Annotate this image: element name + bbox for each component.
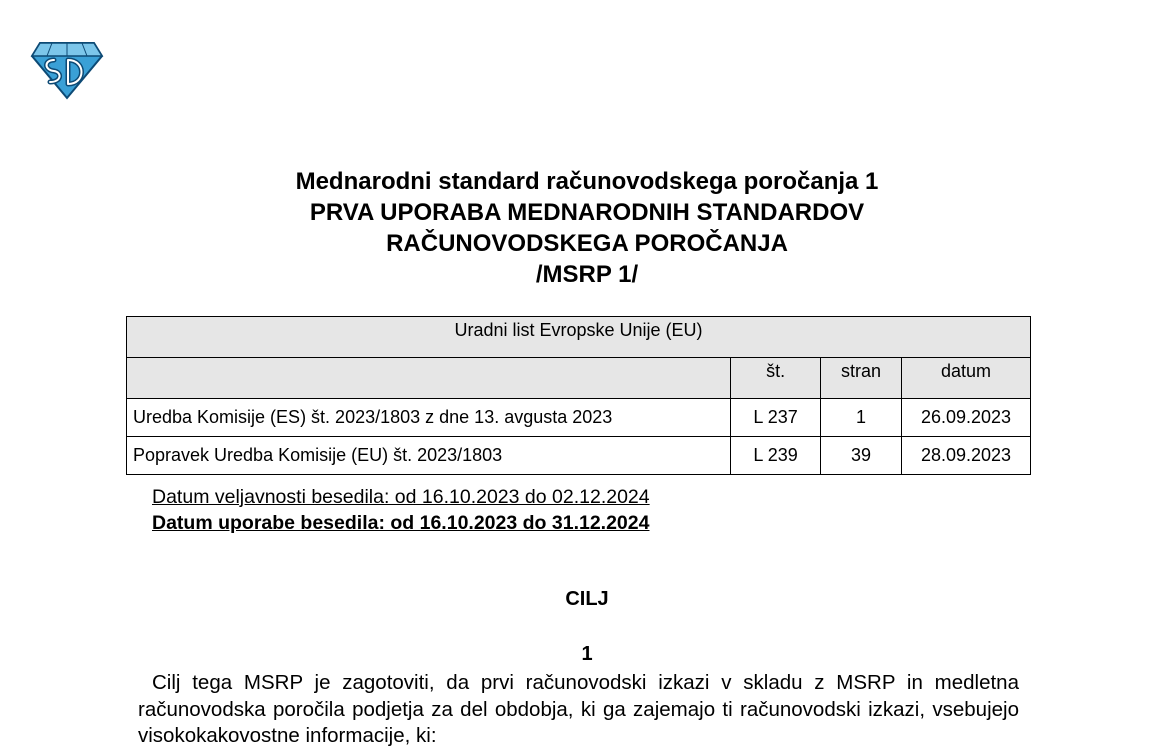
- regulation-cell: Uredba Komisije (ES) št. 2023/1803 z dne 13. avgusta 2023: [127, 399, 731, 437]
- page-cell: 1: [821, 399, 902, 437]
- number-cell: L 237: [731, 399, 821, 437]
- date-cell: 28.09.2023: [902, 437, 1031, 475]
- number-cell: L 239: [731, 437, 821, 475]
- title-line-2: PRVA UPORABA MEDNARODNIH STANDARDOV: [309, 199, 865, 226]
- document-title: [140, 166, 1034, 290]
- column-header-number: št.: [731, 358, 821, 399]
- table-row: [127, 399, 1031, 437]
- validity-date: Datum veljavnosti besedila: od 16.10.2023 do 02.12.2024: [152, 486, 650, 508]
- section-heading: CILJ: [565, 588, 609, 610]
- regulation-cell: Popravek Uredba Komisije (EU) št. 2023/1803: [127, 437, 731, 475]
- official-journal-table: [126, 316, 1031, 475]
- column-header-page: stran: [821, 358, 902, 399]
- page-cell: 39: [821, 437, 902, 475]
- text-dates: [152, 484, 650, 536]
- column-header-regulation: [127, 358, 731, 399]
- column-header-date: datum: [902, 358, 1031, 399]
- table-caption: Uradni list Evropske Unije (EU): [127, 317, 1031, 358]
- title-line-3: RAČUNOVODSKEGA POROČANJA: [386, 230, 788, 257]
- table-row: [127, 437, 1031, 475]
- title-line-4: /MSRP 1/: [535, 261, 639, 288]
- paragraph-number: 1: [581, 643, 593, 665]
- title-line-1: Mednarodni standard računovodskega poročanja 1: [295, 168, 879, 195]
- date-cell: 26.09.2023: [902, 399, 1031, 437]
- sd-diamond-logo-icon: [30, 40, 104, 100]
- application-date: Datum uporabe besedila: od 16.10.2023 do 31.12.2024: [152, 512, 650, 534]
- paragraph-text: Cilj tega MSRP je zagotoviti, da prvi računovodski izkazi v skladu z MSRP in medletna računovodska poročila podjetja za del obdobja, ki ga zajemajo ti računovodski izkazi, vsebujejo visokokakovostne informacije, ki:: [138, 671, 1019, 747]
